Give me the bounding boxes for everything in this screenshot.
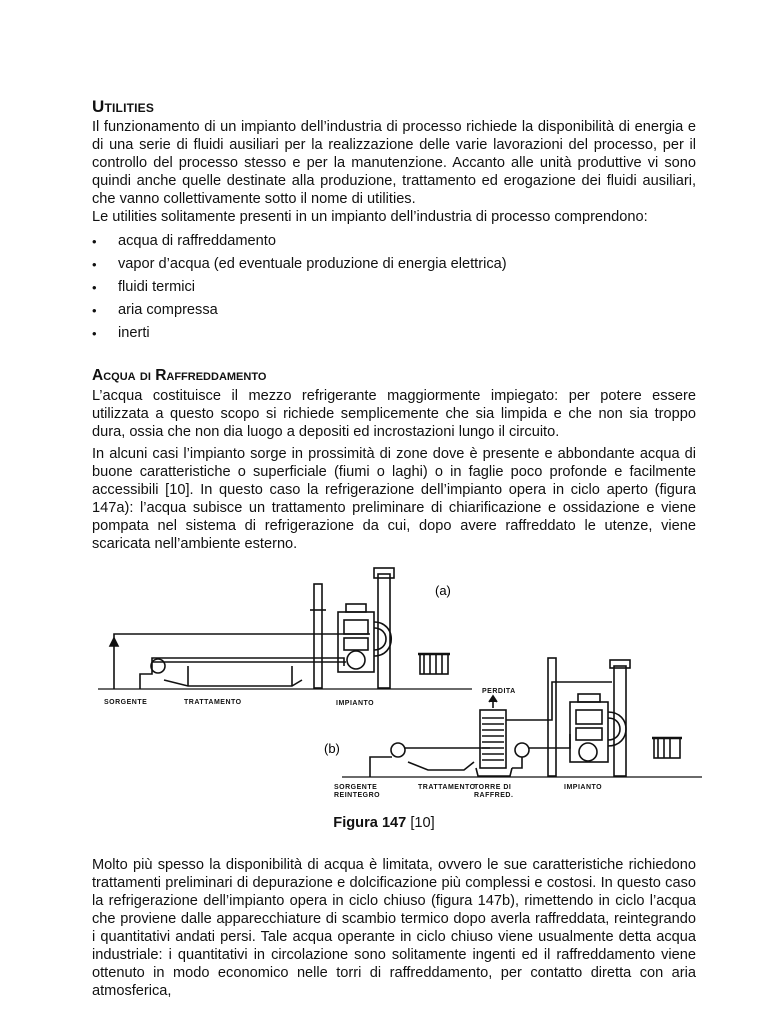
list-item: • aria compressa: [92, 299, 696, 322]
intro-paragraph: Il funzionamento di un impianto dell’industria di processo richiede la disponibilità di energia e di una serie di fluidi ausiliari per la realizzazione delle varie lavorazioni del processo, per il controllo del processo stesso e per la manutenzione. Accanto alle unità produttive vi sono quindi anche quelle destinate alla produzione, trattamento ed erogazione dei fluidi ausiliari, che vanno collettivamente sotto il nome di utilities.: [92, 119, 696, 207]
list-intro: Le utilities solitamente presenti in un impianto dell’industria di processo comprendono:: [92, 209, 648, 225]
list-item: • fluidi termici: [92, 276, 696, 299]
label-b-impianto: IMPIANTO: [564, 784, 603, 791]
section-title: Utilities: [92, 97, 155, 116]
page-body-continued: [92, 856, 696, 1000]
list-item: • vapor d’acqua (ed eventuale produzione di energia elettrica): [92, 253, 696, 276]
utilities-list: [92, 230, 696, 345]
list-item: • inerti: [92, 322, 696, 345]
label-b-raffred: RAFFRED.: [474, 792, 514, 799]
figure-label-b: (b): [324, 741, 340, 756]
plant-diagram: [92, 562, 704, 808]
label-b-reintegro: REINTEGRO: [334, 792, 381, 799]
figure-147: [92, 562, 704, 808]
label-a-trattamento: TRATTAMENTO: [184, 699, 242, 706]
cooling-paragraph-1: L’acqua costituisce il mezzo refrigerante maggiormente impiegato: per potere essere utilizzata a questo scopo si richiede semplicemente che sia limpida e che non sia troppo dura, ossia che non dia luogo a depositi ed incrostazioni lungo il circuito.: [92, 388, 696, 440]
cooling-paragraph-3: Molto più spesso la disponibilità di acqua è limitata, ovvero le sue caratteristiche richiedono trattamenti preliminari di depurazione e dolcificazione più complessi e costosi. In questo caso la refrigerazione dell’impianto opera in ciclo chiuso (figura 147b), rimettendo in ciclo l’acqua che proviene dalle apparecchiature di scambio termico dopo averla raffreddata, reintegrando i quantitativi andati persi. Tale acqua operante in ciclo chiuso viene usualmente detta acqua industriale: i quantitativi in circolazione sono solitamente ingenti ed il raffreddamento viene ottenuto in modo economico nelle torri di raffreddamento, per contatto diretta con aria atmosferica,: [92, 857, 696, 999]
label-b-torre: TORRE DI: [474, 784, 512, 791]
figure-caption: [0, 815, 768, 831]
caption-ref: [10]: [406, 815, 435, 831]
label-b-trattamento: TRATTAMENTO: [418, 784, 476, 791]
figure-label-a: (a): [435, 583, 451, 598]
caption-label: Figura 147: [333, 815, 407, 831]
label-b-sorgente: SORGENTE: [334, 784, 378, 791]
page-body: [92, 96, 696, 553]
list-item: • acqua di raffreddamento: [92, 230, 696, 253]
label-a-impianto: IMPIANTO: [336, 700, 375, 707]
label-a-sorgente: SORGENTE: [104, 699, 148, 706]
label-b-perdita: PERDITA: [482, 688, 516, 695]
cooling-paragraph-2: In alcuni casi l’impianto sorge in prossimità di zone dove è presente e abbondante acqua di buone caratteristiche o superficiale (fiumi o laghi) o in faglie poco profonde e facilmente accessibili [10]. In questo caso la refrigerazione dell’impianto opera in ciclo aperto (figura 147a): l’acqua subisce un trattamento preliminare di chiarificazione e ossidazione e viene pompata nel sistema di refrigerazione da cui, dopo avere raffreddato le utenze, viene scaricata nell’ambiente esterno.: [92, 446, 696, 552]
subsection-title: Acqua di Raffreddamento: [92, 367, 267, 384]
